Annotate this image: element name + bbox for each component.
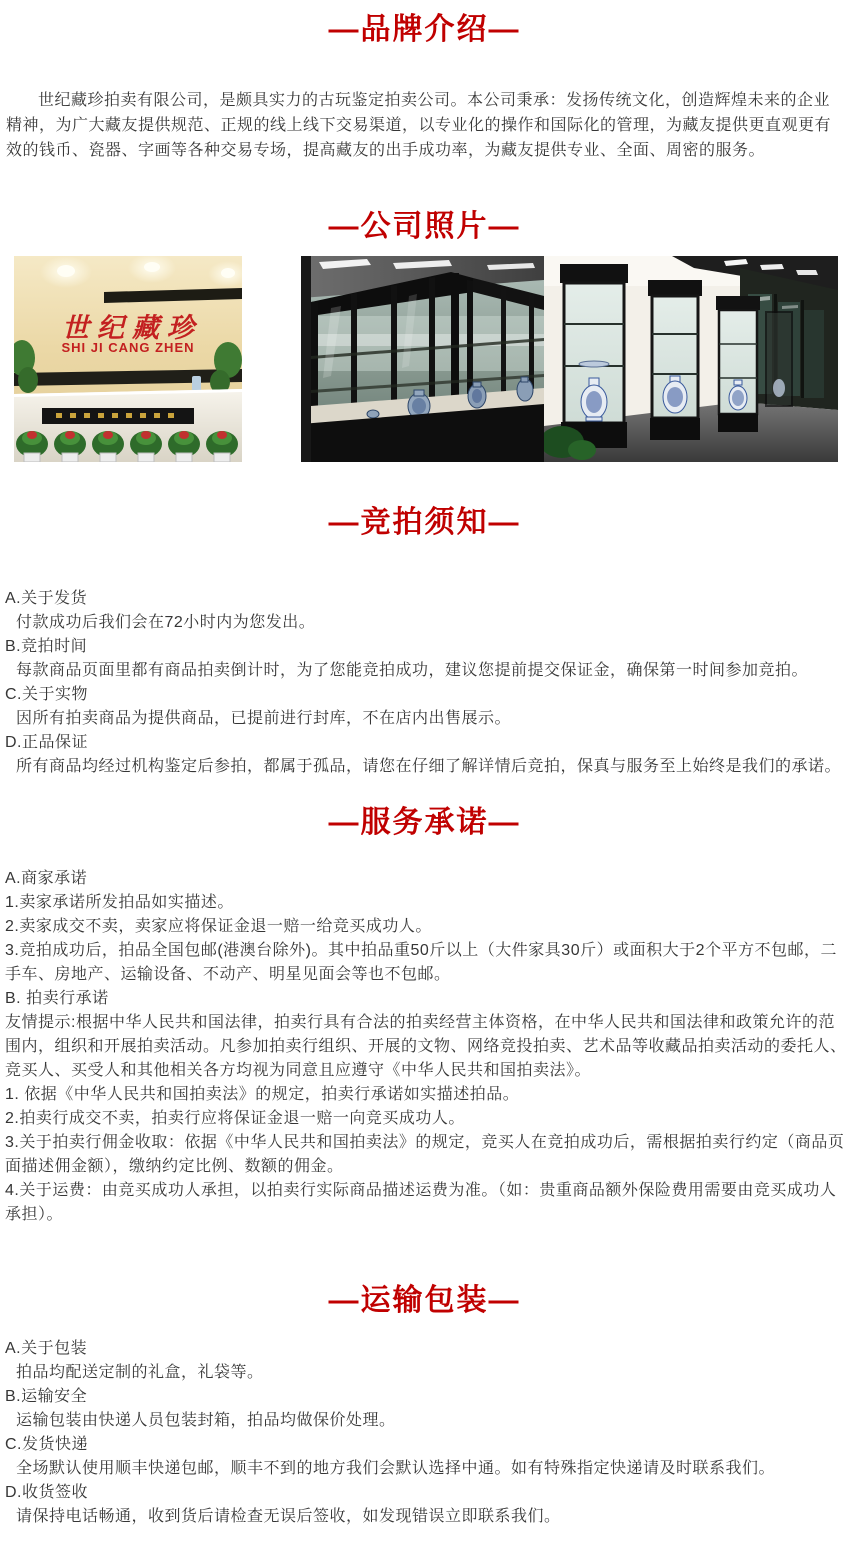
service-line: B. 拍卖行承诺 [5, 990, 109, 1007]
service-line: 1.卖家承诺所发拍品如实描述。 [5, 894, 234, 911]
shipping-line: D.收货签收 [5, 1484, 89, 1501]
notice-line: D.正品保证 [5, 734, 89, 751]
auction-notice-list [0, 587, 849, 779]
section-title-company-photos: —公司照片— [328, 210, 521, 243]
notice-line: 每款商品页面里都有商品拍卖倒计时，为了您能竞拍成功，建议您提前提交保证金，确保第一时间参加竞拍。 [16, 662, 809, 679]
service-line: 3.竞拍成功后，拍品全国包邮(港澳台除外)。其中拍品重50斤以上（大件家具30斤）或面积大于2个平方不包邮，二手车、房地产、运输设备、不动产、明星见面会等也不包邮。 [5, 942, 837, 983]
shipping-line: 全场默认使用顺丰快递包邮，顺丰不到的地方我们会默认选择中通。如有特殊指定快递请及时联系我们。 [16, 1460, 776, 1477]
notice-line: 付款成功后我们会在72小时内为您发出。 [16, 614, 316, 631]
company-photos-row [0, 256, 849, 462]
notice-line: A.关于发货 [5, 590, 88, 607]
service-line: A.商家承诺 [5, 870, 88, 887]
shipping-line: B.运输安全 [5, 1388, 88, 1405]
section-title-brand-intro: —品牌介绍— [328, 13, 521, 46]
notice-line: B.竞拍时间 [5, 638, 88, 655]
service-line: 3.关于拍卖行佣金收取：依据《中华人民共和国拍卖法》的规定，竞买人在竞拍成功后，需根据拍卖行约定（商品页面描述佣金额），缴纳约定比例、数额的佣金。 [5, 1134, 845, 1175]
service-line: 友情提示:根据中华人民共和国法律，拍卖行具有合法的拍卖经营主体资格，在中华人民共和国法律和政策允许的范围内，组织和开展拍卖活动。凡参加拍卖行组织、开展的文物、网络竞投拍卖、艺术品等收藏品拍卖活动的委托人、竞买人、买受人和其他相关各方均视为同意且应遵守《中华人民共和国拍卖法》。 [5, 1014, 847, 1079]
reception-photo [14, 256, 242, 462]
shipping-line: 请保持电话畅通，收到货后请检查无误后签收，如发现错误立即联系我们。 [16, 1508, 561, 1525]
notice-line: C.关于实物 [5, 686, 89, 703]
display-towers-photo [544, 256, 838, 462]
notice-line: 所有商品均经过机构鉴定后参拍，都属于孤品，请您在仔细了解详情后竞拍，保真与服务至上始终是我们的承诺。 [16, 758, 842, 775]
shipping-line: A.关于包装 [5, 1340, 88, 1357]
reception-sign-chinese: 世纪藏珍 [62, 313, 202, 343]
service-line: 2.卖家成交不卖，卖家应将保证金退一赔一给竞买成功人。 [5, 918, 432, 935]
section-title-shipping-packing: —运输包装— [328, 1284, 521, 1317]
reception-sign-english: SHI JI CANG ZHEN [61, 340, 195, 355]
brand-intro-paragraph: 世纪藏珍拍卖有限公司，是颇具实力的古玩鉴定拍卖公司。本公司秉承：发扬传统文化，创造辉煌未来的企业精神，为广大藏友提供规范、正规的线上线下交易渠道，以专业化的操作和国际化的管理，为藏友提供更直观更有效的钱币、瓷器、字画等各种交易专场，提高藏友的出手成功率，为藏友提供专业、全面、周密的服务。 [6, 92, 832, 159]
product-description-page [0, 10, 849, 1551]
service-line: 2.拍卖行成交不卖，拍卖行应将保证金退一赔一向竞买成功人。 [5, 1110, 465, 1127]
section-title-auction-notice: —竞拍须知— [328, 506, 521, 539]
shipping-line: 运输包装由快递人员包装封箱，拍品均做保价处理。 [16, 1412, 396, 1429]
service-promise-list [0, 867, 849, 1227]
notice-line: 因所有拍卖商品为提供商品，已提前进行封库，不在店内出售展示。 [16, 710, 512, 727]
service-line: 4.关于运费：由竞买成功人承担，以拍卖行实际商品描述运费为准。（如：贵重商品额外保险费用需要由竞买成功人承担）。 [5, 1182, 837, 1223]
section-title-service-promise: —服务承诺— [328, 806, 521, 839]
service-line: 1. 依据《中华人民共和国拍卖法》的规定，拍卖行承诺如实描述拍品。 [5, 1086, 520, 1103]
display-cabinets-photo [301, 256, 544, 462]
shipping-packing-list [0, 1337, 849, 1529]
shipping-line: C.发货快递 [5, 1436, 89, 1453]
shipping-line: 拍品均配送定制的礼盒，礼袋等。 [16, 1364, 264, 1381]
